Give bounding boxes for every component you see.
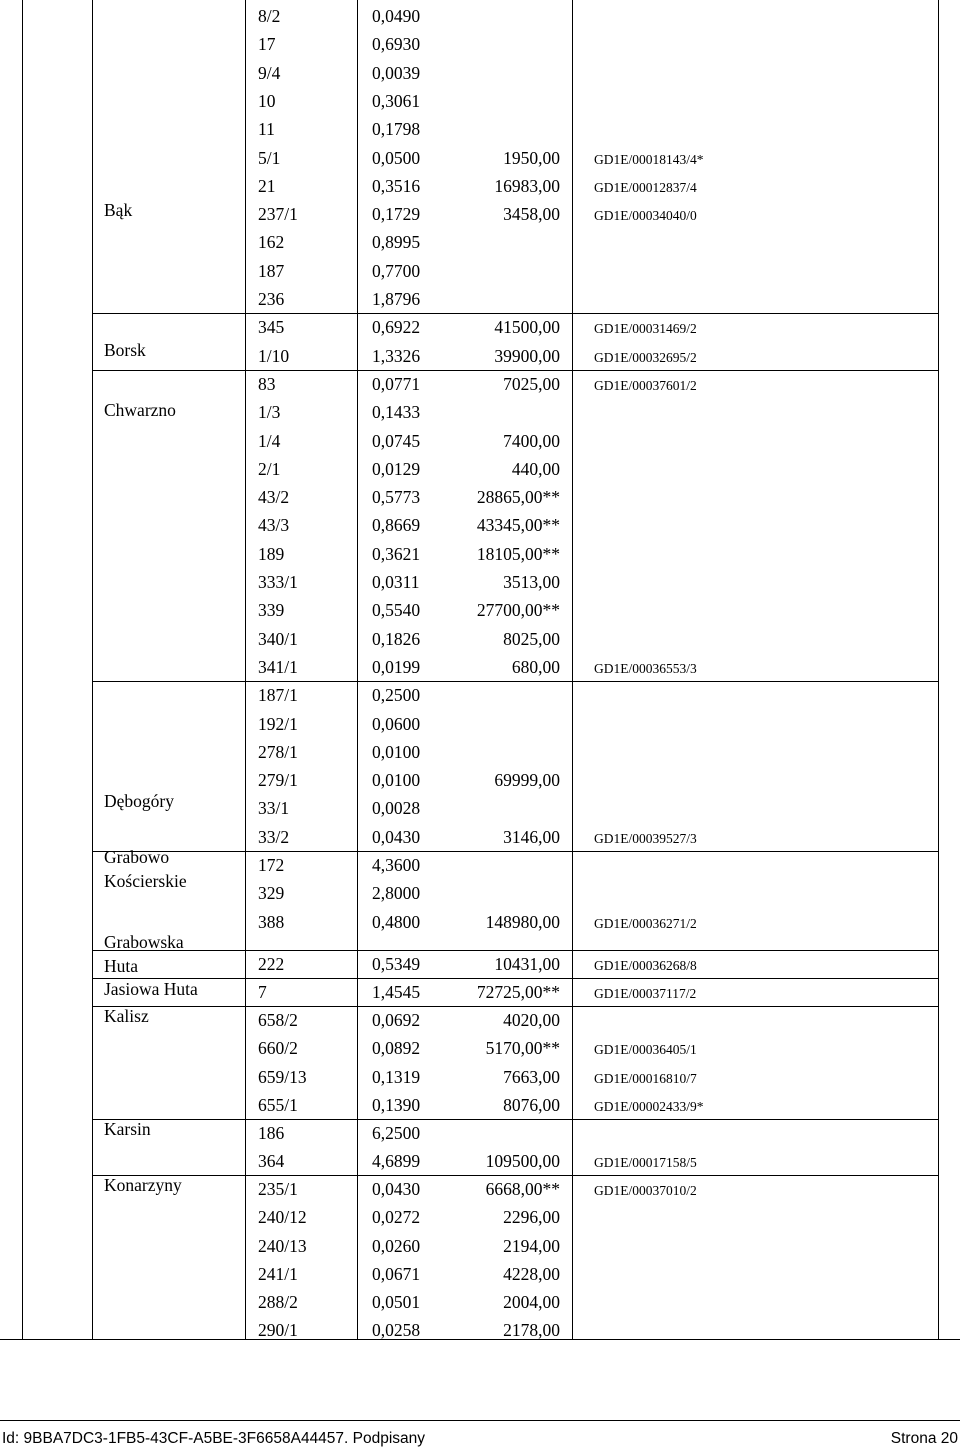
location-konarzyny: Konarzyny: [104, 1175, 182, 1195]
table-cell-kw: GD1E/00036271/2: [594, 915, 697, 931]
table-cell-area: 0,0892: [372, 1038, 421, 1059]
group-separator: [92, 851, 938, 852]
table-cell-parcel: 240/13: [258, 1235, 307, 1256]
table-cell-parcel: 235/1: [258, 1179, 298, 1200]
table-cell-parcel: 241/1: [258, 1263, 298, 1284]
table-cell-parcel: 1/10: [258, 345, 290, 366]
table-cell-price: 8025,00: [503, 628, 560, 649]
table-cell-parcel: 1/3: [258, 402, 281, 423]
table-cell-price: 6668,00**: [485, 1179, 560, 1200]
table-cell-area: 0,0272: [372, 1207, 421, 1228]
table-cell-parcel: 236: [258, 289, 285, 309]
table-cell-kw: GD1E/00002433/9*: [594, 1098, 704, 1114]
table-cell-price: 440,00: [511, 458, 560, 479]
table-cell-price: 4020,00: [503, 1010, 560, 1031]
location-borsk: Borsk: [104, 340, 146, 360]
table-cell-area: 0,1433: [372, 402, 421, 423]
table-cell-area: 0,7700: [372, 260, 421, 281]
table-cell-parcel: 8/2: [258, 6, 281, 26]
table-cell-area: 0,0311: [372, 572, 420, 592]
group-separator: [92, 978, 938, 979]
table-cell-parcel: 186: [258, 1122, 285, 1143]
table-cell-price: 7663,00: [503, 1066, 560, 1087]
group-separator: [92, 681, 938, 682]
table-cell-area: 0,0129: [372, 458, 421, 479]
table-cell-area: 0,0039: [372, 62, 421, 83]
table-cell-price: 72725,00**: [476, 982, 560, 1003]
table-cell-parcel: 5/1: [258, 147, 281, 168]
table-cell-parcel: 329: [258, 883, 285, 904]
location-debogory: Dębogóry: [104, 791, 174, 811]
table-cell-area: 1,3326: [372, 345, 421, 366]
table-cell-area: 0,1798: [372, 119, 421, 140]
table-cell-price: 27700,00**: [476, 600, 560, 621]
table-cell-area: 0,5540: [372, 600, 421, 621]
table-cell-area: 0,1826: [372, 628, 421, 649]
table-cell-price: 680,00: [511, 656, 560, 677]
table-cell-area: 0,0100: [372, 770, 421, 791]
table-cell-parcel: 10: [258, 90, 276, 111]
table-cell-kw: GD1E/00016810/7: [594, 1070, 697, 1086]
location-grabowo-koscierskie: Grabowo Kościerskie: [104, 847, 187, 891]
table-cell-price: 10431,00: [494, 954, 560, 974]
table-cell-parcel: 658/2: [258, 1010, 298, 1031]
table-cell-area: 0,0430: [372, 1179, 421, 1200]
table-cell-area: 0,0100: [372, 741, 421, 762]
table-cell-price: 16983,00: [494, 175, 560, 196]
table-cell-kw: GD1E/00017158/5: [594, 1155, 697, 1171]
table-cell-area: 0,6922: [372, 317, 421, 338]
table-cell-kw: GD1E/00037601/2: [594, 377, 697, 393]
table-cell-area: 0,0490: [372, 6, 421, 26]
table-cell-parcel: 290/1: [258, 1319, 298, 1340]
location-jasiowa-huta: Jasiowa Huta: [104, 979, 198, 999]
table-cell-parcel: 7: [258, 982, 267, 1003]
group-separator: [92, 370, 938, 371]
table-cell-parcel: 2/1: [258, 458, 281, 479]
table-cell-price: 3146,00: [503, 826, 560, 847]
location-grabowska-huta: Grabowska Huta: [104, 932, 184, 976]
table-cell-area: 4,3600: [372, 855, 421, 875]
table-cell-price: 69999,00: [494, 770, 560, 791]
table-cell-parcel: 1/4: [258, 430, 281, 451]
table-cell-kw: GD1E/00034040/0: [594, 208, 697, 224]
location-bak: Bąk: [104, 200, 133, 220]
table-cell-parcel: 192/1: [258, 713, 298, 734]
table-cell-parcel: 655/1: [258, 1094, 298, 1115]
table-cell-parcel: 187: [258, 260, 285, 281]
table-cell-parcel: 240/12: [258, 1207, 307, 1228]
group-separator: [92, 1175, 938, 1176]
table-cell-parcel: 279/1: [258, 770, 298, 791]
group-separator: [92, 313, 938, 314]
table-cell-parcel: 43/3: [258, 515, 290, 536]
table-cell-area: 0,5773: [372, 487, 421, 508]
table-cell-area: 2,8000: [372, 883, 421, 904]
table-cell-kw: GD1E/00036553/3: [594, 660, 697, 676]
table-cell-area: 0,0500: [372, 147, 421, 168]
table-cell-price: 39900,00: [494, 345, 560, 366]
table-cell-parcel: 172: [258, 855, 285, 875]
table-cell-parcel: 333/1: [258, 572, 298, 592]
table-cell-area: 0,0028: [372, 798, 421, 819]
table-cell-area: 0,1390: [372, 1094, 421, 1115]
table-cell-parcel: 33/2: [258, 826, 290, 847]
group-separator: [92, 950, 938, 951]
location-karsin: Karsin: [104, 1119, 151, 1139]
table-cell-area: 0,1729: [372, 204, 421, 225]
table-cell-parcel: 43/2: [258, 487, 290, 508]
table-cell-price: 41500,00: [494, 317, 560, 338]
table-cell-price: 1950,00: [503, 147, 560, 168]
table-cell-area: 0,3061: [372, 90, 421, 111]
table-cell-price: 2178,00: [503, 1319, 560, 1340]
table-cell-parcel: 11: [258, 119, 275, 140]
table-cell-price: 4228,00: [503, 1263, 560, 1284]
table-cell-area: 0,0771: [372, 373, 421, 394]
table-cell-kw: GD1E/00036405/1: [594, 1042, 697, 1058]
table-cell-area: 0,0501: [372, 1291, 421, 1312]
table-cell-area: 0,0745: [372, 430, 421, 451]
table-cell-area: 0,0430: [372, 826, 421, 847]
table-cell-kw: GD1E/00018143/4*: [594, 151, 704, 167]
page-footer: [0, 1420, 960, 1452]
table-cell-area: 6,2500: [372, 1122, 421, 1143]
table-cell-parcel: 83: [258, 373, 276, 394]
group-separator: [92, 1006, 938, 1007]
table-cell-area: 0,8669: [372, 515, 421, 536]
table-cell-kw: GD1E/00032695/2: [594, 349, 697, 365]
table-cell-price: 18105,00**: [476, 543, 560, 564]
table-cell-parcel: 388: [258, 911, 285, 932]
table-cell-kw: GD1E/00039527/3: [594, 830, 697, 846]
table-cell-parcel: 33/1: [258, 798, 290, 819]
table-cell-area: 0,3516: [372, 175, 421, 196]
table-cell-price: 2004,00: [503, 1291, 560, 1312]
table-cell-parcel: 345: [258, 317, 285, 338]
table-cell-parcel: 341/1: [258, 656, 298, 677]
group-separator: [92, 1119, 938, 1120]
table-cell-parcel: 187/1: [258, 685, 298, 706]
footer-page-number: Strona 20: [890, 1430, 958, 1447]
table-cell-parcel: 364: [258, 1151, 285, 1172]
table-cell-area: 4,6899: [372, 1151, 421, 1172]
table-cell-area: 0,0260: [372, 1235, 421, 1256]
table-cell-price: 3458,00: [503, 204, 560, 225]
table-cell-parcel: 189: [258, 543, 285, 564]
table-cell-parcel: 162: [258, 232, 285, 253]
table-cell-price: 2194,00: [503, 1235, 560, 1256]
table-cell-price: 7400,00: [503, 430, 560, 451]
table-cell-kw: GD1E/00036268/8: [594, 958, 697, 973]
table-cell-area: 1,4545: [372, 982, 421, 1003]
table-cell-area: 0,5349: [372, 954, 421, 974]
table-cell-area: 0,3621: [372, 543, 421, 564]
table-cell-parcel: 288/2: [258, 1291, 298, 1312]
table-cell-price: 5170,00**: [485, 1038, 560, 1059]
table-cell-price: 148980,00: [485, 911, 560, 932]
table-cell-price: 7025,00: [503, 373, 560, 394]
table-cell-parcel: 339: [258, 600, 285, 621]
table-cell-price: 2296,00: [503, 1207, 560, 1228]
location-chwarzno: Chwarzno: [104, 400, 176, 420]
table-cell-area: 0,0671: [372, 1263, 421, 1284]
table-cell-area: 0,0258: [372, 1319, 421, 1340]
table-cell-parcel: 237/1: [258, 204, 298, 225]
table-cell-price: 8076,00: [503, 1094, 560, 1115]
table-cell-area: 0,2500: [372, 685, 421, 706]
footer-rule: [0, 1420, 960, 1421]
table-cell-area: 1,8796: [372, 289, 421, 309]
table-cell-area: 0,0692: [372, 1010, 421, 1031]
table-cell-area: 0,0600: [372, 713, 421, 734]
table-cell-kw: GD1E/00012837/4: [594, 179, 697, 195]
table-cell-price: 109500,00: [485, 1151, 560, 1172]
table-cell-price: 3513,00: [503, 572, 560, 592]
table-cell-price: 43345,00**: [476, 515, 560, 536]
table-cell-area: 0,8995: [372, 232, 421, 253]
table-cell-parcel: 660/2: [258, 1038, 298, 1059]
table-cell-parcel: 9/4: [258, 62, 281, 83]
table-cell-price: 28865,00**: [476, 487, 560, 508]
table-cell-area: 0,4800: [372, 911, 421, 932]
table-cell-kw: GD1E/00037010/2: [594, 1183, 697, 1199]
table-cell-kw: GD1E/00037117/2: [594, 986, 697, 1002]
table-cell-area: 0,1319: [372, 1066, 421, 1087]
footer-document-id: Id: 9BBA7DC3-1FB5-43CF-A5BE-3F6658A44457. Podpisany: [2, 1430, 426, 1447]
location-kalisz: Kalisz: [104, 1006, 149, 1026]
table-cell-parcel: 659/13: [258, 1066, 307, 1087]
table-cell-parcel: 340/1: [258, 628, 298, 649]
table-cell-parcel: 21: [258, 175, 276, 196]
table-cell-area: 0,0199: [372, 656, 421, 677]
table-cell-area: 0,6930: [372, 34, 421, 55]
table-cell-parcel: 278/1: [258, 741, 298, 762]
table-cell-kw: GD1E/00031469/2: [594, 321, 697, 337]
table-cell-parcel: 17: [258, 34, 276, 55]
table-cell-parcel: 222: [258, 954, 285, 974]
